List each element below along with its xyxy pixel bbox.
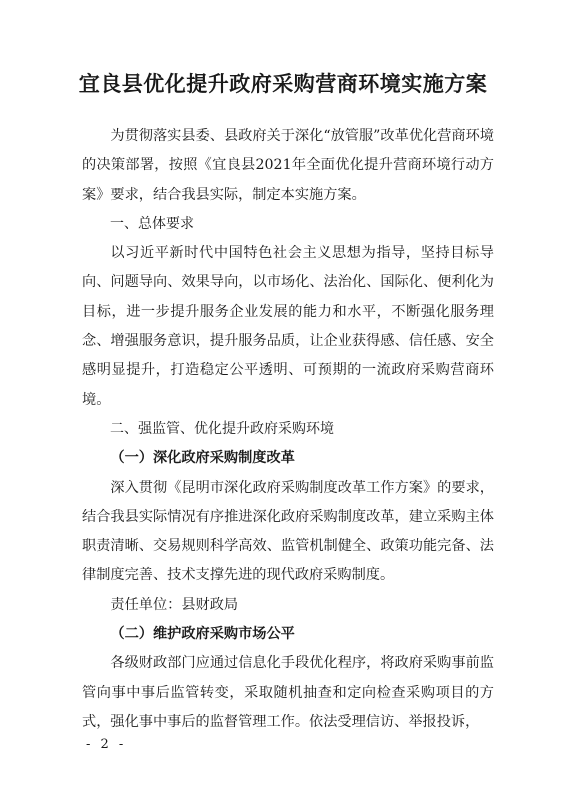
general-requirements-paragraph: 以习近平新时代中国特色社会主义思想为指导，坚持目标导向、问题导向、效果导向，以市场化、法治化、国际化、便利化为目标，进一步提升服务企业发展的能力和水平，不断强化服务理念、增强服务意识，提升服务品质，让企业获得感、信任感、安全感明显提升，打造稳定公平透明、可预期的一流政府采购营商环境。	[82, 245, 494, 408]
market-fairness-paragraph: 各级财政部门应通过信息化手段优化程序，将政府采购事前监管向事中事后监管转变，采取随机抽查和定向检查采购项目的方式，强化事中事后的监督管理工作。依法受理信访、举报投诉，	[82, 655, 494, 730]
subsection-heading-reform: （一）深化政府采购制度改革	[110, 450, 295, 467]
section-heading-strengthen-supervision: 二、强监管、优化提升政府采购环境	[110, 420, 334, 437]
intro-paragraph: 为贯彻落实县委、县政府关于深化“放管服”改革优化营商环境的决策部署，按照《宜良县2021年全面优化提升营商环境行动方案》要求，结合我县实际，制定本实施方案。	[82, 128, 494, 203]
section-heading-general-requirements: 一、总体要求	[110, 215, 194, 232]
subsection-heading-market-fairness: （二）维护政府采购市场公平	[110, 626, 295, 643]
document-title: 宜良县优化提升政府采购营商环境实施方案	[78, 71, 488, 96]
responsible-unit-line: 责任单位：县财政局	[110, 596, 239, 613]
document-body	[82, 122, 494, 737]
reform-paragraph: 深入贯彻《昆明市深化政府采购制度改革工作方案》的要求，结合我县实际情况有序推进深化政府采购制度改革，建立采购主体职责清晰、交易规则科学高效、监管机制健全、政策功能完备、法律制度完善、技术支撑先进的现代政府采购制度。	[82, 479, 494, 584]
page-number: - 2 -	[86, 737, 127, 752]
